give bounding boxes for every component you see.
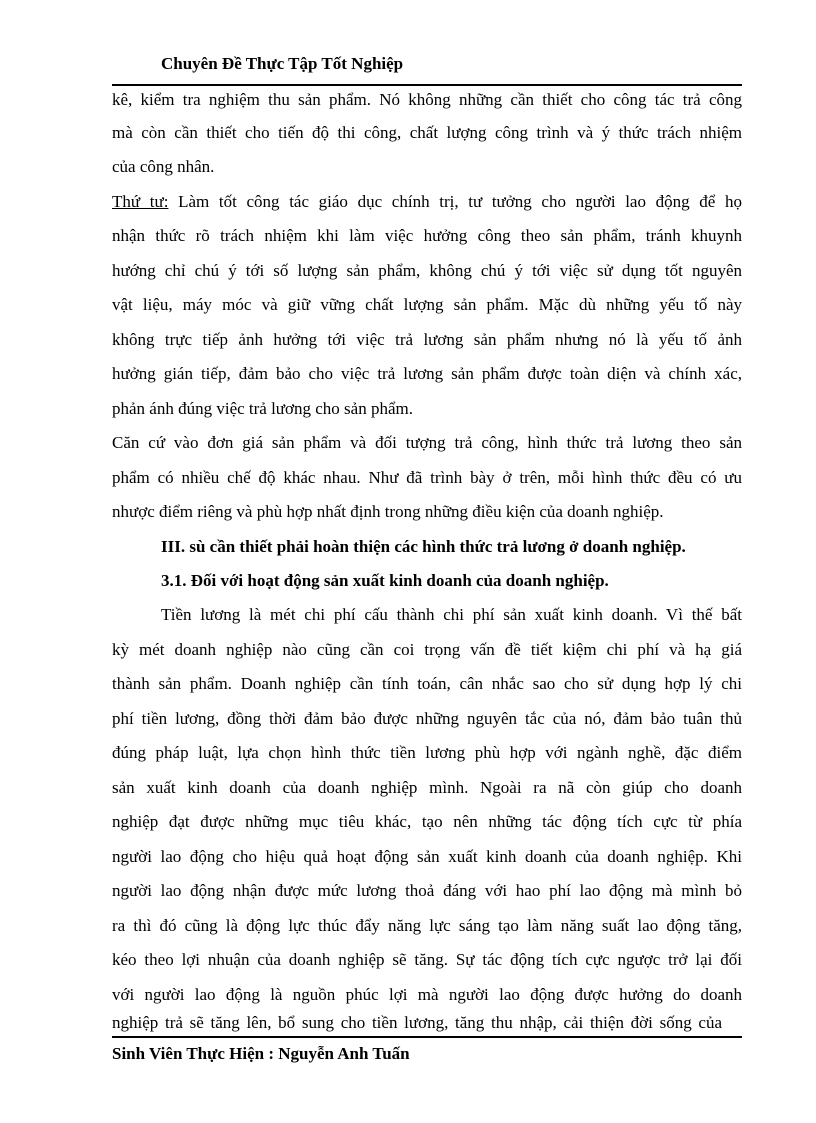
text-line: nhận thức rõ trách nhiệm khi làm việc hưởng công theo sản phẩm, tránh khuynh <box>112 226 742 245</box>
text-line: kỳ mét doanh nghiệp nào cũng cần coi trọng vấn đề tiết kiệm chi phí và hạ giá <box>112 640 742 659</box>
header-rule <box>112 84 742 86</box>
text-line: đúng pháp luật, lựa chọn hình thức tiền lương phù hợp với ngành nghề, đặc điểm <box>112 743 742 762</box>
text-line: người lao động cho hiệu quả hoạt động sản xuất kinh doanh của doanh nghiệp. Khi <box>112 847 742 866</box>
text-line: mà còn cần thiết cho tiến độ thi công, chất lượng công trình và ý thức trách nhiệm <box>112 123 742 142</box>
text-line: ra thì đó cũng là động lực thúc đẩy năng lực sáng tạo làm năng suất lao động tăng, <box>112 916 742 935</box>
text-line: Tiền lương là mét chi phí cấu thành chi phí sản xuất kinh doanh. Vì thế bất <box>161 605 742 624</box>
text-line: thành sản phẩm. Doanh nghiệp cần tính toán, cân nhắc sao cho sử dụng hợp lý chi <box>112 674 742 693</box>
text-line: với người lao động là nguồn phúc lợi mà người lao động được hưởng do doanh <box>112 985 742 1004</box>
text-line: nghiệp đạt được những mục tiêu khác, tạo nên những tác động tích cực từ phía <box>112 812 742 831</box>
text-line: nghiệp trả sẽ tăng lên, bổ sung cho tiền lương, tăng thu nhập, cải thiện đời sống của <box>112 1013 722 1032</box>
text-line: sản xuất kinh doanh của doanh nghiệp mình. Ngoài ra nã còn giúp cho doanh <box>112 778 742 797</box>
footer-rule <box>112 1036 742 1038</box>
text-line: không trực tiếp ảnh hưởng tới việc trả lương sản phẩm nhưng nó là yếu tố ảnh <box>112 330 742 349</box>
text-line: Căn cứ vào đơn giá sản phẩm và đối tượng trả công, hình thức trả lương theo sản <box>112 433 742 452</box>
footer-student-name: Sinh Viên Thực Hiện : Nguyễn Anh Tuấn <box>112 1044 410 1063</box>
text-line: kê, kiểm tra nghiệm thu sản phẩm. Nó không những cần thiết cho công tác trả công <box>112 90 742 109</box>
text-line: hưởng gián tiếp, đảm bảo cho việc trả lương sản phẩm được toàn diện và chính xác, <box>112 364 742 383</box>
text-line <box>112 190 742 214</box>
page-header-title: Chuyên Đề Thực Tập Tốt Nghiệp <box>161 54 404 73</box>
section-heading: III. sù cần thiết phải hoàn thiện các hình thức trả lương ở doanh nghiệp. <box>161 537 686 556</box>
text-line: của công nhân. <box>112 157 215 176</box>
text-line: phí tiền lương, đồng thời đảm bảo được những nguyên tắc của nó, đảm bảo tuân thủ <box>112 709 742 728</box>
text-line: vật liệu, máy móc và giữ vững chất lượng sản phẩm. Mặc dù những yếu tố này <box>112 295 742 314</box>
thu-tu-label: Thứ tư: <box>112 192 169 211</box>
subsection-heading: 3.1. Đối với hoạt động sản xuất kinh doanh của doanh nghiệp. <box>161 571 609 590</box>
text-line: kéo theo lợi nhuận của doanh nghiệp sẽ tăng. Sự tác động tích cực ngược trở lại đối <box>112 950 742 969</box>
text-line: phản ánh đúng việc trả lương cho sản phẩm. <box>112 399 413 418</box>
text-line: hướng chỉ chú ý tới số lượng sản phẩm, không chú ý tới việc sử dụng tốt nguyên <box>112 261 742 280</box>
text-line: người lao động nhận được mức lương thoả đáng với hao phí lao động mà mình bỏ <box>112 881 742 900</box>
text-line: nhược điểm riêng và phù hợp nhất định trong những điều kiện của doanh nghiệp. <box>112 502 664 521</box>
text-span: Làm tốt công tác giáo dục chính trị, tư tưởng cho người lao động để họ <box>168 192 742 211</box>
text-line: phẩm có nhiều chế độ khác nhau. Như đã trình bày ở trên, mỗi hình thức đều có ưu <box>112 468 742 487</box>
